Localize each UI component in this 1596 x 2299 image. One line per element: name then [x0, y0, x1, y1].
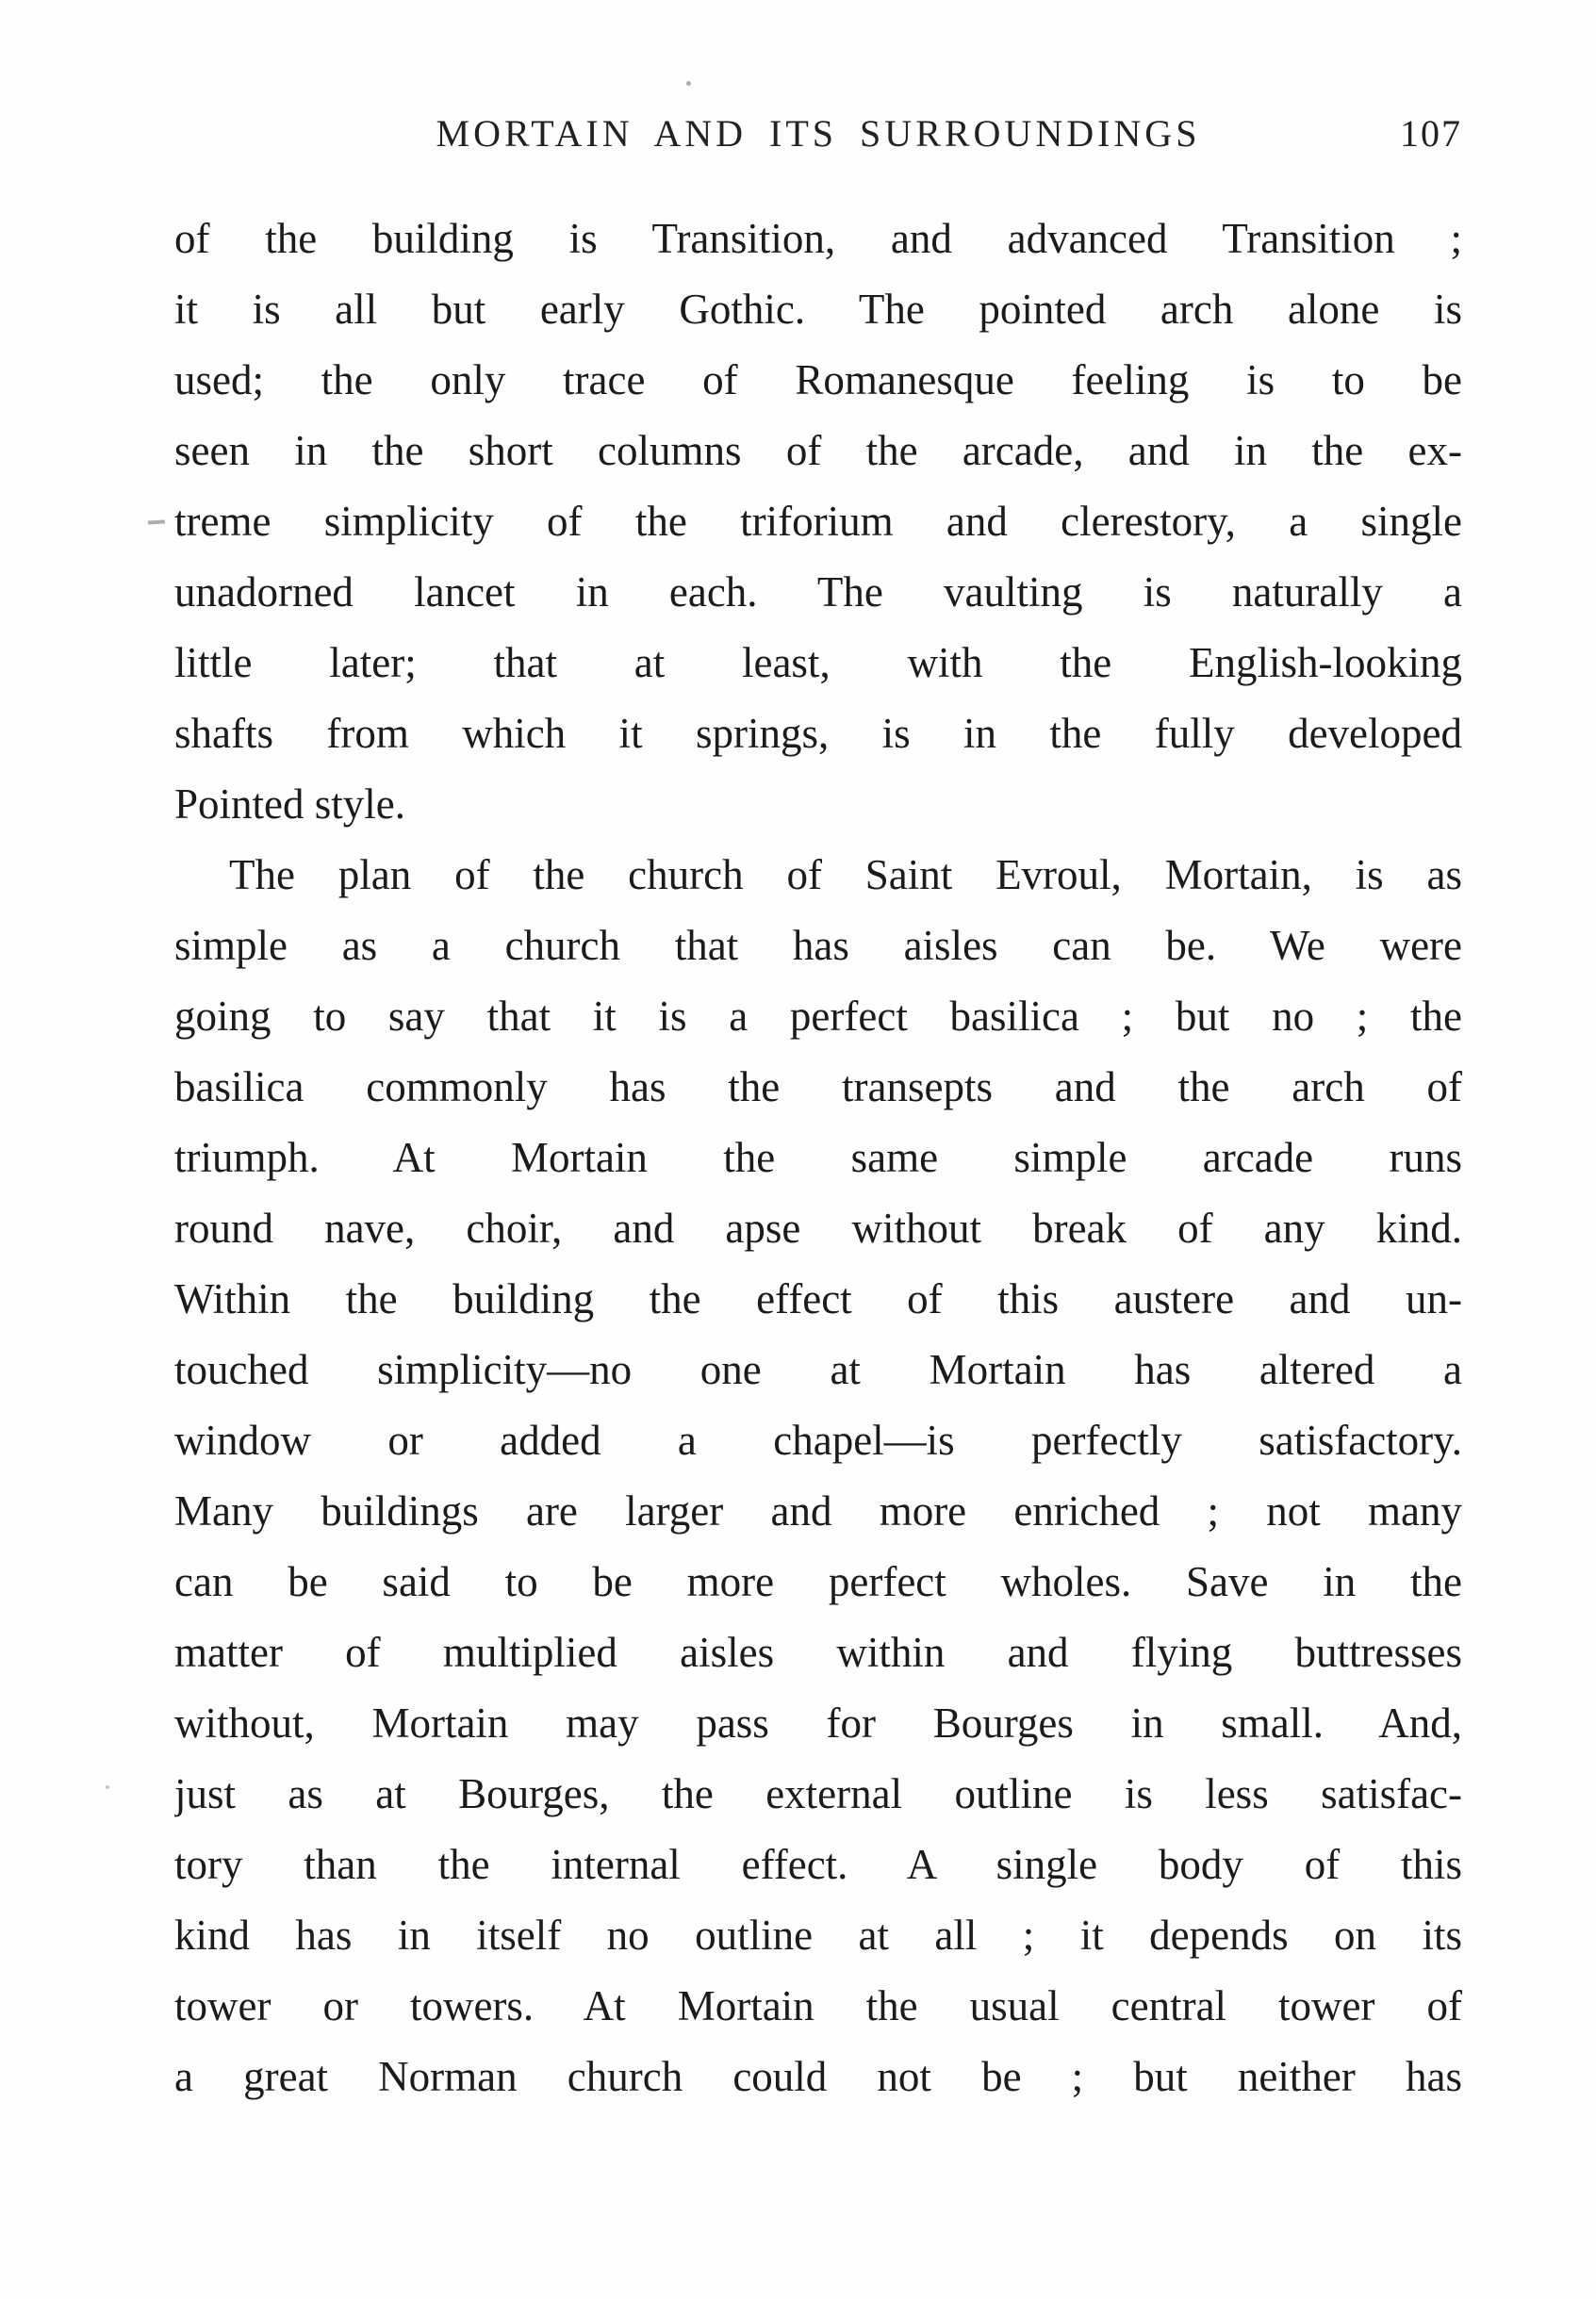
text-line: basilica commonly has the transepts and the arch of — [174, 1063, 1462, 1110]
scan-artifact-dot — [106, 1785, 109, 1789]
text-line: Within the building the effect of this austere and un- — [174, 1275, 1462, 1322]
text-line: triumph. At Mortain the same simple arcade runs — [174, 1134, 1462, 1181]
body-text-block — [174, 204, 1462, 2112]
text-line: window or added a chapel—is perfectly satisfactory. — [174, 1417, 1462, 1464]
text-line: tory than the internal effect. A single body of this — [174, 1841, 1462, 1888]
text-line: touched simplicity—no one at Mortain has altered a — [174, 1346, 1462, 1393]
text-line: matter of multiplied aisles within and flying buttresses — [174, 1629, 1462, 1676]
text-line: kind has in itself no outline at all ; it depends on its — [174, 1912, 1462, 1959]
text-line: simple as a church that has aisles can be. We were — [174, 922, 1462, 969]
running-header — [174, 111, 1462, 160]
page-number: 107 — [1400, 112, 1462, 155]
text-line: without, Mortain may pass for Bourges in small. And, — [174, 1700, 1462, 1747]
text-line: Many buildings are larger and more enriched ; not many — [174, 1487, 1462, 1535]
scan-artifact-dot — [686, 81, 691, 86]
text-line: treme simplicity of the triforium and clerestory, a single — [174, 498, 1462, 545]
text-line: little later; that at least, with the English-looking — [174, 639, 1462, 686]
text-line: seen in the short columns of the arcade, and in the ex- — [174, 427, 1462, 474]
text-line: just as at Bourges, the external outline is less satisfac- — [174, 1770, 1462, 1817]
running-title: MORTAIN AND ITS SURROUNDINGS — [436, 112, 1201, 155]
scan-artifact-dash — [148, 520, 165, 525]
text-line: it is all but early Gothic. The pointed arch alone is — [174, 286, 1462, 333]
text-line-paragraph-end: Pointed style. — [174, 780, 405, 828]
text-line: unadorned lancet in each. The vaulting is naturally a — [174, 568, 1462, 616]
text-line-paragraph-start: The plan of the church of Saint Evroul, Mortain, is as — [229, 851, 1462, 898]
text-line: round nave, choir, and apse without break of any kind. — [174, 1205, 1462, 1252]
text-line: going to say that it is a perfect basilica ; but no ; the — [174, 993, 1462, 1040]
text-line: of the building is Transition, and advanced Transition ; — [174, 215, 1462, 262]
text-line: shafts from which it springs, is in the fully developed — [174, 710, 1462, 757]
text-line: tower or towers. At Mortain the usual central tower of — [174, 1982, 1462, 2029]
text-line: can be said to be more perfect wholes. Save in the — [174, 1558, 1462, 1605]
text-line: a great Norman church could not be ; but neither has — [174, 2053, 1462, 2100]
text-line: used; the only trace of Romanesque feeling is to be — [174, 356, 1462, 403]
